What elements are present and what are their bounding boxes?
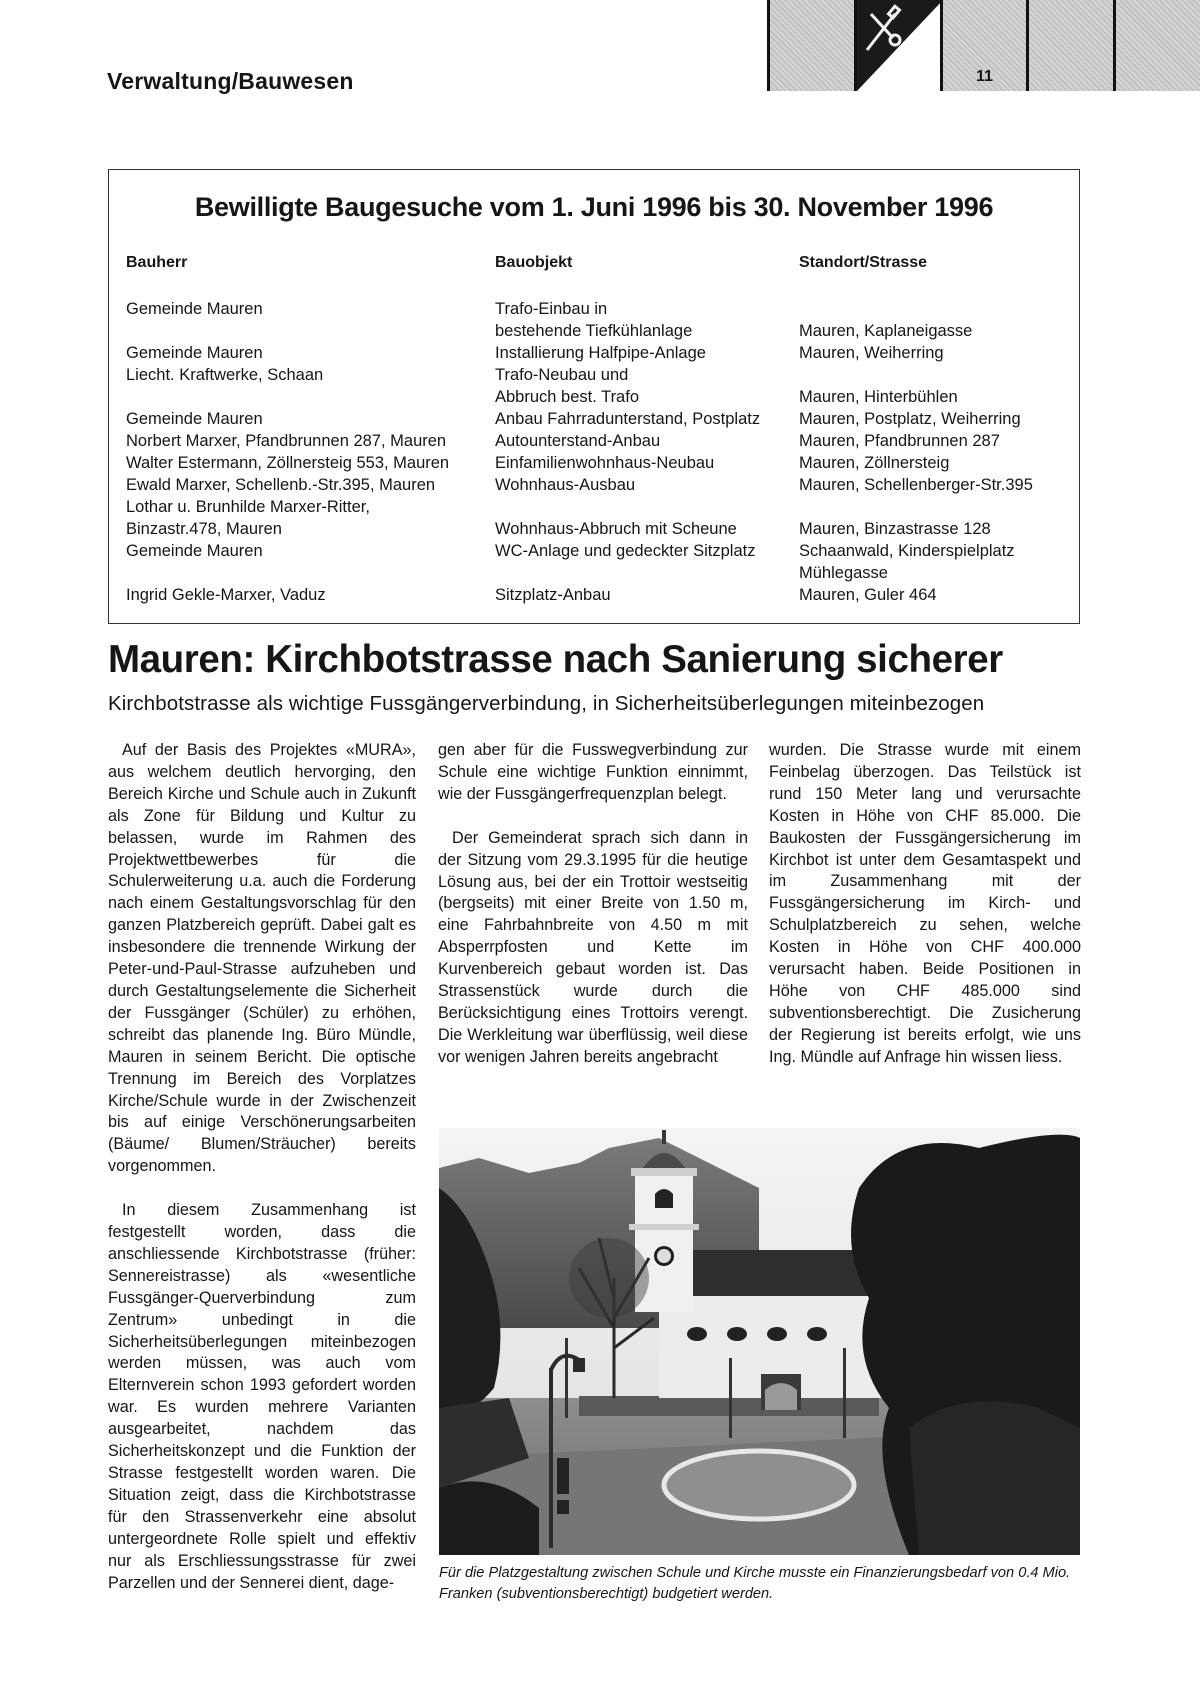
table-cell: Mauren, Postplatz, Weiherring bbox=[799, 410, 1021, 428]
table-cell: Liecht. Kraftwerke, Schaan bbox=[126, 366, 324, 384]
table-cell: Mauren, Hinterbühlen bbox=[799, 388, 958, 406]
page-number: 11 bbox=[976, 68, 993, 85]
table-cell: Norbert Marxer, Pfandbrunnen 287, Mauren bbox=[126, 432, 447, 450]
header-tabs bbox=[767, 0, 1200, 91]
header-tab bbox=[1026, 0, 1113, 91]
table-cell: Abbruch best. Trafo bbox=[495, 388, 639, 406]
article-headline: Mauren: Kirchbotstrasse nach Sanierung sicherer bbox=[108, 638, 1003, 681]
table-cell: Ewald Marxer, Schellenb.-Str.395, Mauren bbox=[126, 476, 436, 494]
table-cell: Binzastr.478, Mauren bbox=[126, 520, 282, 538]
permits-table bbox=[108, 169, 1080, 624]
column-header-location: Standort/Strasse bbox=[799, 254, 928, 271]
crossed-tools-icon bbox=[857, 0, 943, 91]
header-tab bbox=[767, 0, 854, 91]
table-cell: Schaanwald, Kinderspielplatz bbox=[799, 542, 1015, 560]
table-cell: Anbau Fahrradunterstand, Postplatz bbox=[495, 410, 761, 428]
table-cell: Mühlegasse bbox=[799, 564, 888, 582]
table-cell: Sitzplatz-Anbau bbox=[495, 586, 611, 604]
table-cell: Trafo-Neubau und bbox=[495, 366, 629, 384]
table-cell: Mauren, Schellenberger-Str.395 bbox=[799, 476, 1033, 494]
church-photo bbox=[439, 1128, 1080, 1555]
table-cell: Mauren, Weiherring bbox=[799, 344, 944, 362]
column-header-object: Bauobjekt bbox=[495, 254, 573, 271]
article-column-3 bbox=[769, 740, 1081, 1069]
table-cell: Gemeinde Mauren bbox=[126, 344, 263, 362]
header-tab-page bbox=[940, 0, 1026, 91]
table-cell: Installierung Halfpipe-Anlage bbox=[495, 344, 706, 362]
table-cell: Mauren, Guler 464 bbox=[799, 586, 937, 604]
table-cell: Gemeinde Mauren bbox=[126, 300, 263, 318]
header-tab-emblem bbox=[854, 0, 940, 91]
article-paragraph: wurden. Die Strasse wurde mit einem Feinbelag überzogen. Das Teilstück ist rund 150 Meter lang und verursachte Kosten in Höhe von CHF 85.000. Die Baukosten der Fussgängersicherung im Kirchbot ist unter dem Gesamtaspekt und im Zusammenhang mit der Fussgängersicherung im Kirch- und Schulplatzbereich zu sehen, welche Kosten in Höhe von CHF 400.000 verursacht haben. Beide Positionen in Höhe von CHF 485.000 sind subventionsberechtigt. Die Zusicherung der Regierung ist bereits erfolgt, wie uns Ing. Mündle auf Anfrage hin wissen liess. bbox=[769, 741, 1081, 1066]
table-cell: Mauren, Zöllnersteig bbox=[799, 454, 950, 472]
table-cell: Einfamilienwohnhaus-Neubau bbox=[495, 454, 715, 472]
table-cell: Autounterstand-Anbau bbox=[495, 432, 661, 450]
section-title: Verwaltung/Bauwesen bbox=[107, 68, 354, 94]
article-subheadline: Kirchbotstrasse als wichtige Fussgängerverbindung, in Sicherheitsüberlegungen miteinbezogen bbox=[108, 692, 985, 715]
table-cell: Mauren, Binzastrasse 128 bbox=[799, 520, 991, 538]
table-cell: WC-Anlage und gedeckter Sitzplatz bbox=[495, 542, 756, 560]
table-cell: Lothar u. Brunhilde Marxer-Ritter, bbox=[126, 498, 370, 516]
table-cell: Gemeinde Mauren bbox=[126, 542, 263, 560]
header-tab bbox=[1113, 0, 1200, 91]
table-cell: bestehende Tiefkühlanlage bbox=[495, 322, 693, 340]
table-cell: Mauren, Pfandbrunnen 287 bbox=[799, 432, 1000, 450]
article-paragraph: In diesem Zusammenhang ist festgestellt worden, dass die anschliessende Kirchbotstrasse (früher: Sennereistrasse) als «wesentliche Fussgänger-Querverbindung zum Zentrum» unbedingt in die Sicherheitsüberlegungen miteinbezogen werden müssen, was auch vom Elternverein schon 1993 gefordert worden war. Es wurden mehrere Varianten ausgearbeitet, nachdem das Sicherheitskonzept und die Funktion der Strasse festgestellt worden waren. Die Situation zeigt, dass die Kirchbotstrasse für den Strassenverkehr eine absolut untergeordnete Rolle spielt und effektiv nur als Erschliessungsstrasse für zwei Parzellen und der Sennerei dient, dage- bbox=[108, 1201, 416, 1592]
article-paragraph: Der Gemeinderat sprach sich dann in der Sitzung vom 29.3.1995 für die heutige Lösung aus, bei der ein Trottoir westseitig (bergseits) mit einer Breite von 1.50 m, eine Fahrbahnbreite von 4.50 m mit Absperrpfosten und Kette im Kurvenbereich gebaut worden ist. Das Strassenstück wurde durch die Berücksichtigung eines Trottoirs verengt. Die Werkleitung war überflüssig, weil diese vor wenigen Jahren bereits angebracht bbox=[438, 828, 748, 1066]
column-header-owner: Bauherr bbox=[126, 254, 188, 271]
table-cell: Mauren, Kaplaneigasse bbox=[799, 322, 973, 340]
table-cell: Walter Estermann, Zöllnersteig 553, Mauren bbox=[126, 454, 450, 472]
article-paragraph: gen aber für die Fusswegverbindung zur Schule eine wichtige Funktion einnimmt, wie der Fussgängerfrequenzplan belegt. bbox=[438, 741, 748, 803]
table-cell: Gemeinde Mauren bbox=[126, 410, 263, 428]
article-column-1 bbox=[108, 740, 416, 1594]
article-paragraph: Auf der Basis des Projektes «MURA», aus welchem deutlich hervorging, den Bereich Kirche und Schule auch in Zukunft als Zone für Bildung und Kultur zu belassen, wurde im Rahmen des Projektwettbewerbes für die Schulerweiterung u.a. auch die Forderung nach einem Gestaltungsvorschlag für den ganzen Platzbereich geprüft. Dabei galt es insbesondere die trennende Wirkung der Peter-und-Paul-Strasse aufzuheben und durch Gestaltungselemente die Sicherheit der Fussgänger (Schüler) zu erhöhen, schreibt das planende Ing. Büro Mündle, Mauren in seinem Bericht. Die optische Trennung im Bereich des Vorplatzes Kirche/Schule wurde in der Zwischenzeit bis auf einige Verschönerungsarbeiten (Bäume/ Blumen/Sträucher) bereits vorgenommen. bbox=[108, 741, 416, 1176]
permits-title: Bewilligte Baugesuche vom 1. Juni 1996 bis 30. November 1996 bbox=[194, 192, 994, 222]
table-cell: Ingrid Gekle-Marxer, Vaduz bbox=[126, 586, 326, 604]
table-cell: Trafo-Einbau in bbox=[495, 300, 608, 318]
church-photo-image bbox=[439, 1128, 1080, 1555]
table-cell: Wohnhaus-Abbruch mit Scheune bbox=[495, 520, 737, 538]
table-cell: Wohnhaus-Ausbau bbox=[495, 476, 636, 494]
photo-caption: Für die Platzgestaltung zwischen Schule und Kirche musste ein Finanzierungsbedarf von 0.4 Mio. Franken (subventionsberechtigt) budgetiert werden. bbox=[439, 1565, 1071, 1602]
article-column-2 bbox=[438, 740, 748, 1069]
